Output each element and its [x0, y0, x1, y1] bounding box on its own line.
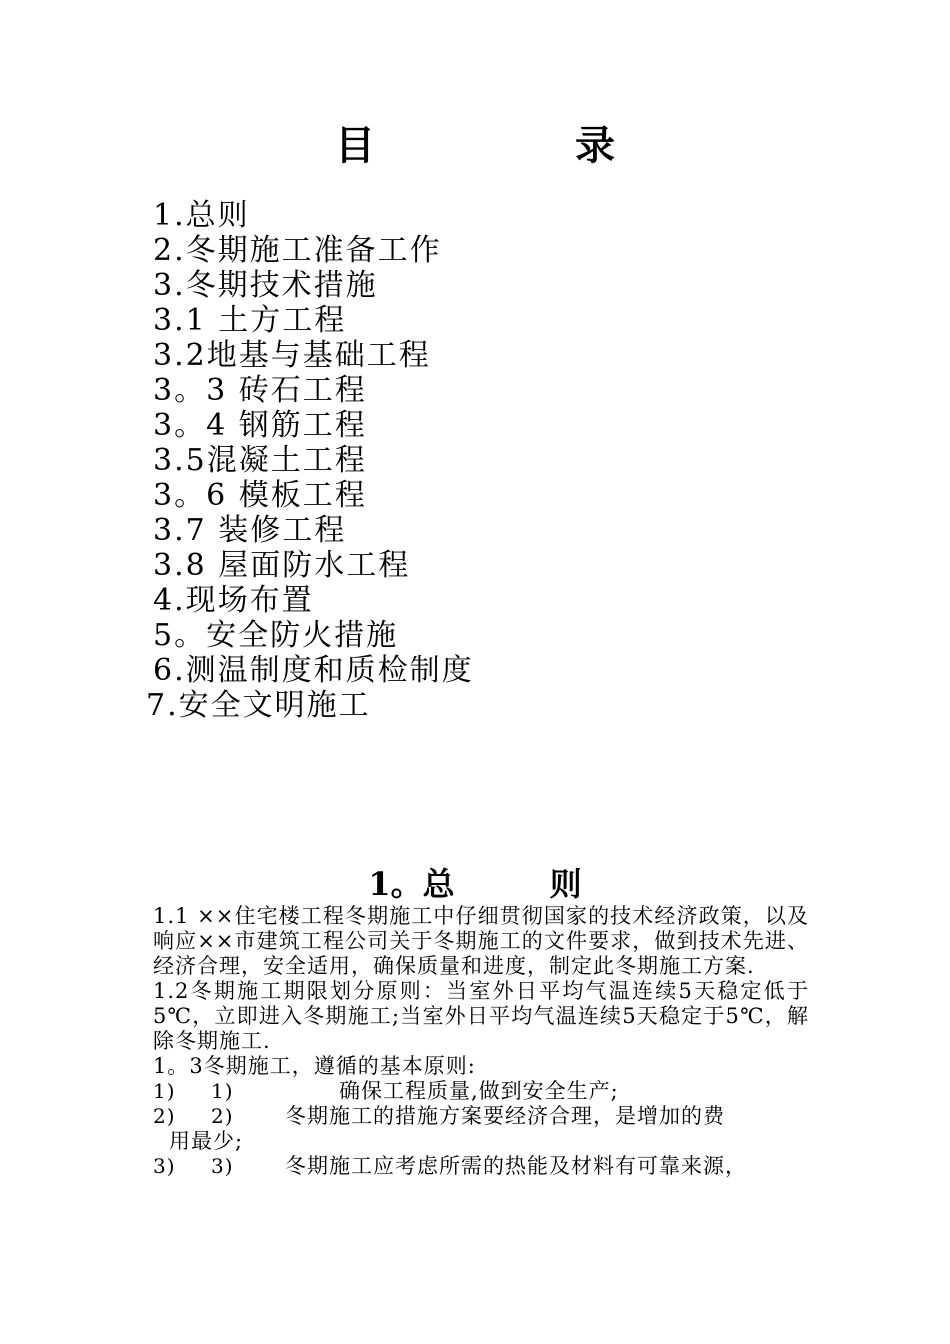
toc-item[interactable]: 6.测温制度和质检制度: [153, 653, 474, 688]
paragraph: 1.2冬期施工期限划分原则：当室外日平均气温连续5天稳定低于5℃，立即进入冬期施工;当室外日平均气温连续5天稳定于5℃，解除冬期施工.: [153, 979, 809, 1053]
toc-list: [146, 198, 474, 723]
rule-item: [153, 1104, 809, 1129]
toc-item[interactable]: 3。6 模板工程: [153, 478, 367, 513]
toc-item[interactable]: 7.安全文明施工: [146, 688, 371, 723]
rule-text: 确保工程质量,做到安全生产;: [339, 1079, 619, 1103]
paragraph: 1。3冬期施工，遵循的基本原则:: [153, 1054, 476, 1078]
toc-item[interactable]: 3.8 屋面防水工程: [153, 548, 411, 583]
rule-text-continuation: 用最少;: [169, 1129, 244, 1153]
toc-item[interactable]: 3.冬期技术措施: [153, 268, 378, 303]
section-title-num: 1。总: [368, 865, 455, 903]
rule-item: [153, 1154, 809, 1179]
rule-sub-number: 2): [211, 1104, 234, 1128]
rule-sub-number: 3): [211, 1154, 234, 1178]
rule-number: 3): [153, 1154, 176, 1178]
rule-number: 2): [153, 1104, 176, 1128]
toc-item[interactable]: 4.现场布置: [153, 583, 314, 618]
toc-item[interactable]: 3。4 钢筋工程: [153, 408, 367, 443]
rule-text: 冬期施工应考虑所需的热能及材料有可靠来源，: [285, 1154, 747, 1178]
rule-sub-number: 1): [211, 1079, 234, 1103]
section-title-rest: 则: [549, 865, 582, 903]
toc-item[interactable]: 3.5混凝土工程: [153, 443, 367, 478]
toc-item[interactable]: 3.1 土方工程: [153, 303, 347, 338]
toc-item[interactable]: 3.7 装修工程: [153, 513, 347, 548]
section-body: [153, 904, 809, 1179]
toc-title: 目 录: [335, 122, 695, 169]
rule-item: [153, 1079, 809, 1104]
toc-item[interactable]: 3.2地基与基础工程: [153, 338, 431, 373]
toc-item[interactable]: 3。3 砖石工程: [153, 373, 367, 408]
toc-item[interactable]: 2.冬期施工准备工作: [153, 233, 442, 268]
toc-item[interactable]: 5。安全防火措施: [153, 618, 399, 653]
section-title: [0, 860, 950, 908]
paragraph: 1.1 ××住宅楼工程冬期施工中仔细贯彻国家的技术经济政策，以及响应××市建筑工程公司关于冬期施工的文件要求，做到技术先进、经济合理，安全适用，确保质量和进度，制定此冬期施工方案.: [153, 904, 809, 978]
rule-text: 冬期施工的措施方案要经济合理，是增加的费: [285, 1104, 725, 1128]
toc-item[interactable]: 1.总则: [153, 198, 250, 233]
rule-number: 1): [153, 1079, 176, 1103]
